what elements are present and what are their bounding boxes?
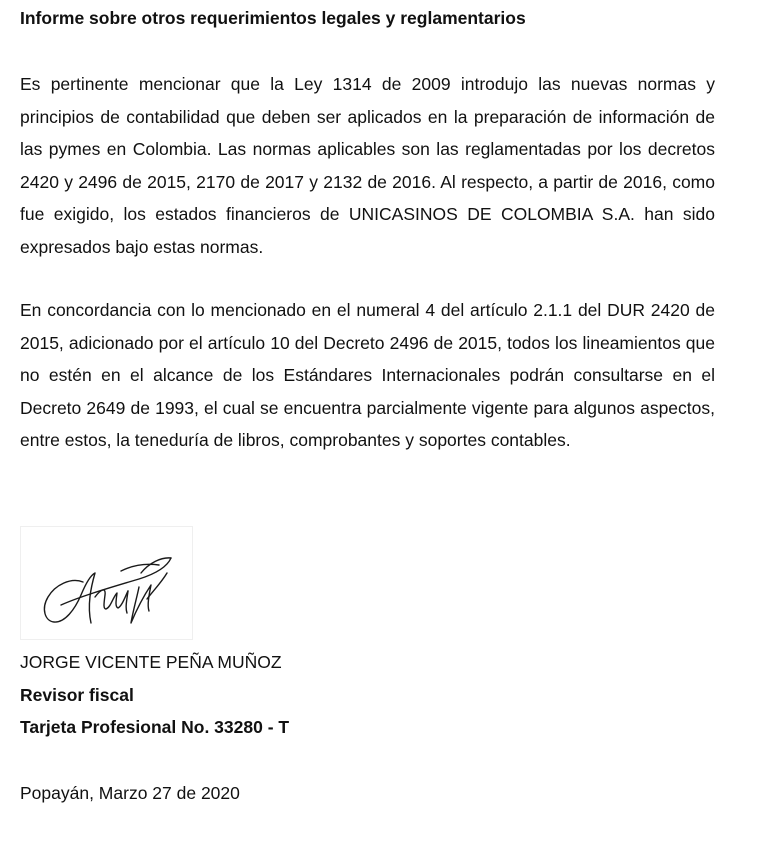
professional-card-number: Tarjeta Profesional No. 33280 - T (20, 717, 290, 737)
handwritten-signature-icon (21, 527, 192, 639)
place-and-date: Popayán, Marzo 27 de 2020 (20, 783, 240, 803)
signature-image (20, 526, 193, 640)
paragraph-ley-1314: Es pertinente mencionar que la Ley 1314 de 2009 introdujo las nuevas normas y principios de contabilidad que deben ser aplicados en la preparación de información de las pymes en Colombia. Las normas aplicables son las reglamentadas por los decretos 2420 y 2496 de 2015, 2170 de 2017 y 2132 de 2016. Al respecto, a partir de 2016, como fue exigido, los estados financieros de UNICASINOS DE COLOMBIA S.A. han sido expresados bajo estas normas. (20, 74, 715, 257)
document-title: Informe sobre otros requerimientos legales y reglamentarios (20, 8, 526, 28)
signer-role: Revisor fiscal (20, 685, 134, 705)
paragraph-decreto-2649: En concordancia con lo mencionado en el numeral 4 del artículo 2.1.1 del DUR 2420 de 2015, adicionado por el artículo 10 del Decreto 2496 de 2015, todos los lineamientos que no estén en el alcance de los Estándares Internacionales podrán consultarse en el Decreto 2649 de 1993, el cual se encuentra parcialmente vigente para algunos aspectos, entre estos, la teneduría de libros, comprobantes y soportes contables. (20, 300, 715, 451)
signer-name: JORGE VICENTE PEÑA MUÑOZ (20, 652, 282, 672)
